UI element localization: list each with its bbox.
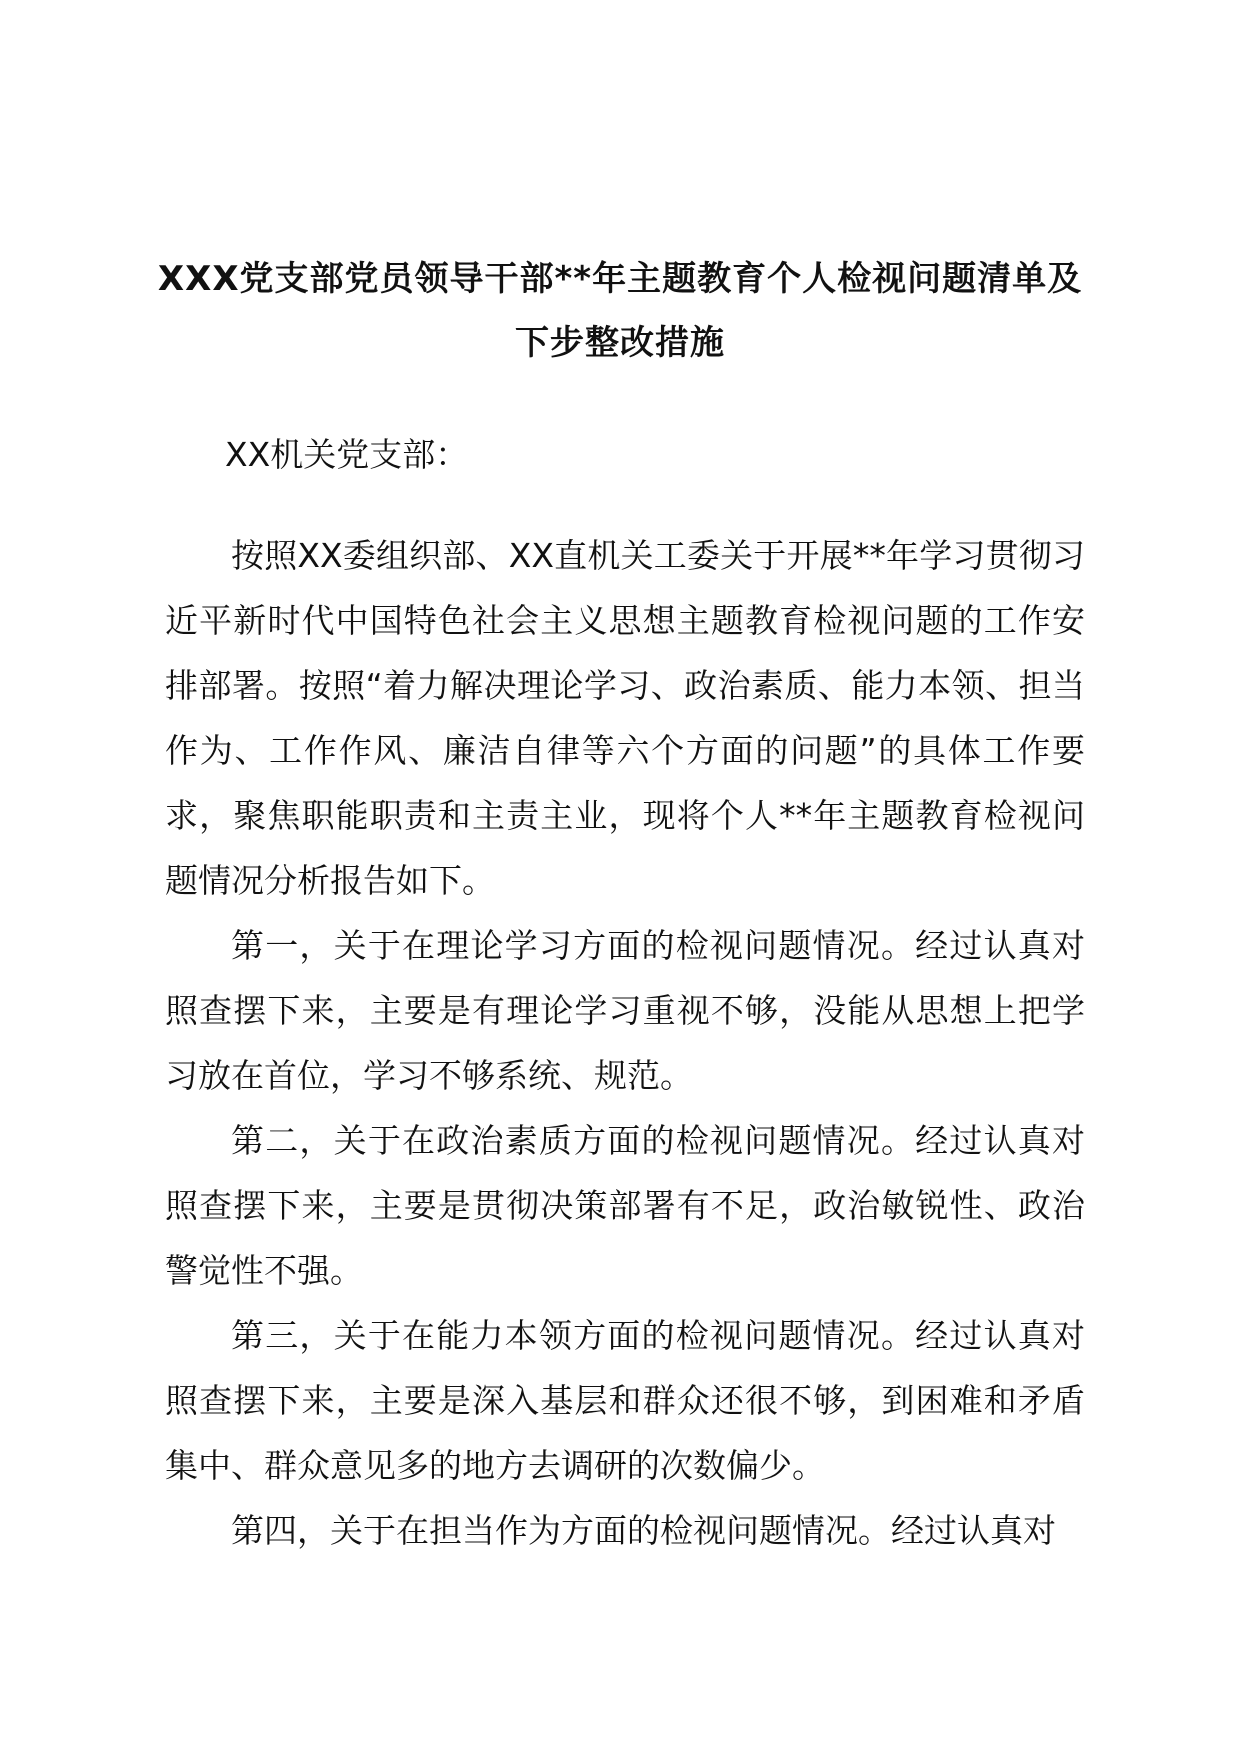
paragraph-responsibility: 第四，关于在担当作为方面的检视问题情况。经过认真对 xyxy=(231,1511,1056,1550)
document-title: XXX党支部党员领导干部**年主题教育个人检视问题清单及下步整改措施 xyxy=(157,259,1083,363)
paragraph-theory-study: 第一，关于在理论学习方面的检视问题情况。经过认真对照查摆下来，主要是有理论学习重视不够，没能从思想上把学习放在首位，学习不够系统、规范。 xyxy=(165,926,1085,1095)
salutation: XX机关党支部： xyxy=(225,435,469,474)
paragraph-intro: 按照XX委组织部、XX直机关工委关于开展**年学习贯彻习近平新时代中国特色社会主义思想主题教育检视问题的工作安排部署。按照“着力解决理论学习、政治素质、能力本领、担当作为、工作作风、廉洁自律等六个方面的问题”的具体工作要求，聚焦职能职责和主责主业，现将个人**年主题教育检视问题情况分析报告如下。 xyxy=(165,536,1085,900)
paragraph-ability: 第三，关于在能力本领方面的检视问题情况。经过认真对照查摆下来，主要是深入基层和群众还很不够，到困难和矛盾集中、群众意见多的地方去调研的次数偏少。 xyxy=(165,1316,1085,1485)
paragraph-political-quality: 第二，关于在政治素质方面的检视问题情况。经过认真对照查摆下来，主要是贯彻决策部署有不足，政治敏锐性、政治警觉性不强。 xyxy=(165,1121,1085,1290)
